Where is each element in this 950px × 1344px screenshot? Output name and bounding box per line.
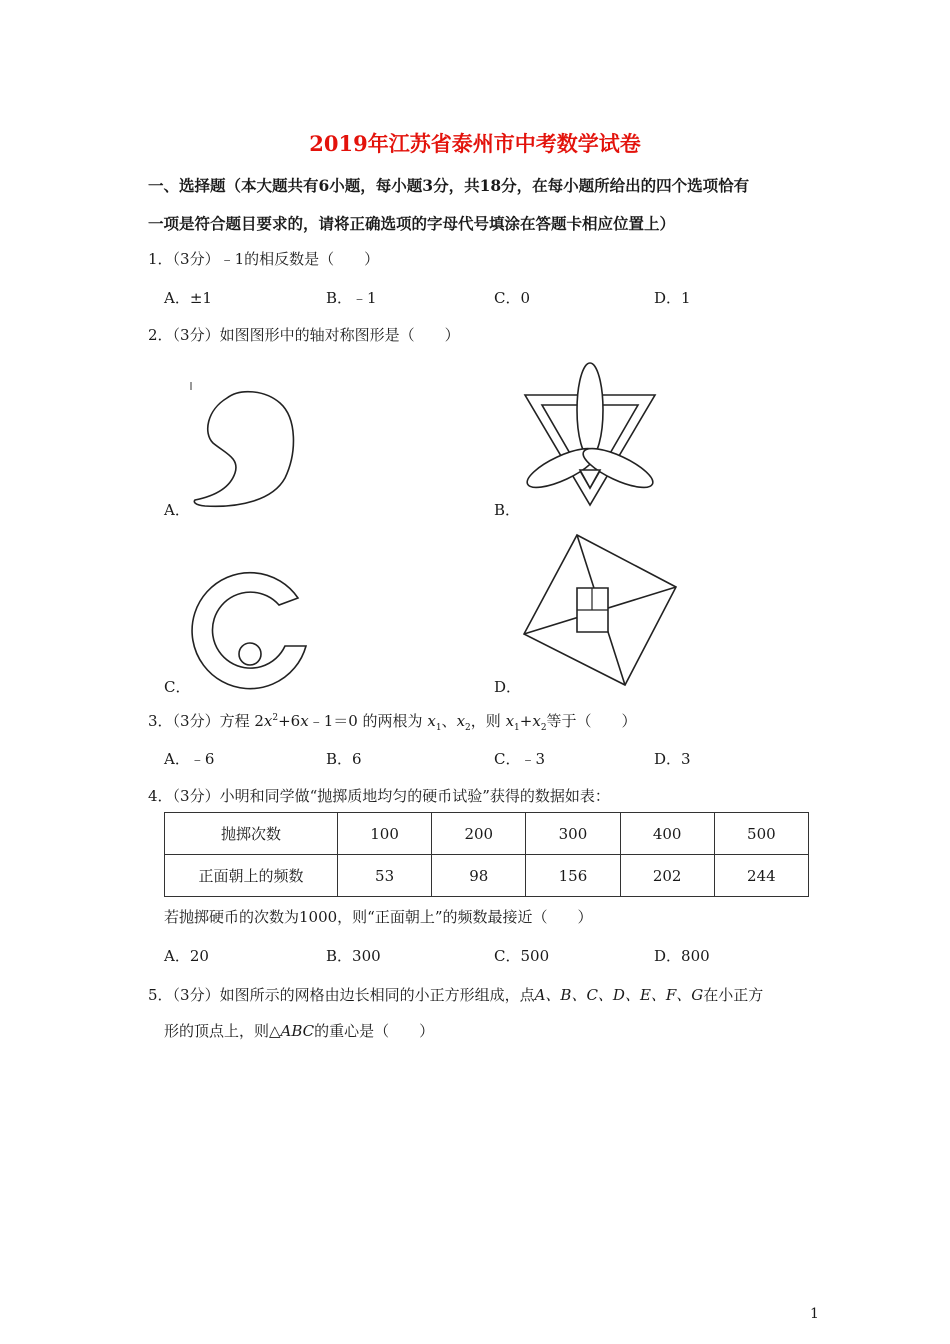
q3-root1: x: [427, 712, 436, 730]
table-cell: 300: [526, 813, 620, 855]
q5-line1-suffix: 在小正方: [703, 986, 764, 1004]
q3-sep: 、: [441, 712, 457, 730]
q3-sum-sub1: 1: [514, 723, 520, 733]
q3-prefix: 3．（3分）方程 2: [148, 712, 264, 730]
q3-root1-sub: 1: [435, 723, 442, 733]
q3-sum-x2: x: [532, 712, 541, 730]
question-2: 2．（3分）如图图形中的轴对称图形是（ ）: [148, 326, 460, 344]
figure-b-triangle-ellipses: [520, 360, 660, 510]
figure-d-label: D．: [494, 678, 522, 696]
figure-c-ring-shape: [190, 568, 315, 693]
table-cell: 202: [620, 855, 714, 897]
section-heading-line1: 一、选择题（本大题共有6小题，每小题3分，共18分，在每小题所给出的四个选项恰有: [148, 176, 750, 195]
q4-option-c: C．500: [494, 947, 550, 965]
q3-option-c: C．﹣3: [494, 750, 546, 768]
q4-option-b: B．300: [326, 947, 381, 965]
question-5-line1: [148, 984, 763, 1005]
q3-root2: x: [456, 712, 466, 730]
table-row: [165, 813, 809, 855]
q1-option-a: A．±1: [164, 289, 212, 307]
q3-option-a: A．﹣6: [164, 750, 215, 768]
figure-c-label: C．: [164, 678, 191, 696]
q1-option-b: B．﹣1: [326, 289, 377, 307]
table-cell: 400: [620, 813, 714, 855]
figure-d-square-pinwheel: [520, 532, 680, 690]
q3-option-b: B．6: [326, 750, 362, 768]
q5-line1-prefix: 5．（3分）如图所示的网格由边长相同的小正方形组成，点: [148, 986, 535, 1004]
table-cell: 100: [338, 813, 432, 855]
table-cell: 53: [338, 855, 432, 897]
table-cell: 244: [714, 855, 808, 897]
page-title: 2019年江苏省泰州市中考数学试卷: [309, 131, 641, 156]
q1-option-c: C．0: [494, 289, 531, 307]
figure-a-label: A．: [164, 501, 190, 519]
table-cell: 156: [526, 855, 620, 897]
q3-root2-sub: 2: [465, 723, 471, 733]
section-heading-line2: 一项是符合题目要求的，请将正确选项的字母代号填涂在答题卡相应位置上）: [148, 214, 676, 233]
table-row: [165, 855, 809, 897]
q5-points: A、B、C、D、E、F、G: [534, 986, 704, 1004]
q3-option-d: D．3: [654, 750, 691, 768]
q3-var-x-2: x: [300, 712, 309, 730]
q5-line2-suffix: 的重心是（ ）: [314, 1022, 435, 1040]
q5-abc: ABC: [280, 1022, 315, 1040]
table-cell: 抛掷次数: [165, 813, 338, 855]
q3-then: ，则: [470, 712, 501, 730]
question-4: 4．（3分）小明和同学做“抛掷质地均匀的硬币试验”获得的数据如表：: [148, 787, 610, 805]
table-cell: 正面朝上的频数: [165, 855, 338, 897]
page-number: 1: [810, 1306, 819, 1322]
q1-option-d: D．1: [654, 289, 691, 307]
q3-sum-x1: x: [505, 712, 515, 730]
q4-option-a: A．20: [164, 947, 209, 965]
q4-follow-up: 若抛掷硬币的次数为1000，则“正面朝上”的频数最接近（ ）: [164, 908, 593, 926]
q3-square: 2: [272, 713, 279, 723]
question-3: 3．（3分）方程 $2x^2+6x﹣1=0$ 的两根为 $x_1$、$x_2$，则 $x_1+x_2$等于（ ）: [148, 712, 637, 733]
question-1: 1．（3分）﹣1的相反数是（ ）: [148, 250, 380, 268]
figure-a-comma-shape: [185, 378, 305, 516]
question-5-line2: [164, 1020, 434, 1041]
q3-mid: +6: [278, 712, 301, 730]
q3-sum-sub2: 2: [540, 723, 547, 733]
q5-line2-prefix: 形的顶点上，则△: [164, 1022, 281, 1040]
q3-suffix: 等于（ ）: [546, 712, 637, 730]
q4-option-d: D．800: [654, 947, 710, 965]
coin-toss-table: [164, 812, 809, 897]
q3-var-x: x: [263, 712, 273, 730]
table-cell: 500: [714, 813, 808, 855]
table-cell: 200: [432, 813, 526, 855]
q3-mid2: ﹣1＝0 的两根为: [308, 712, 423, 730]
figure-b-label: B．: [494, 501, 521, 519]
table-cell: 98: [432, 855, 526, 897]
